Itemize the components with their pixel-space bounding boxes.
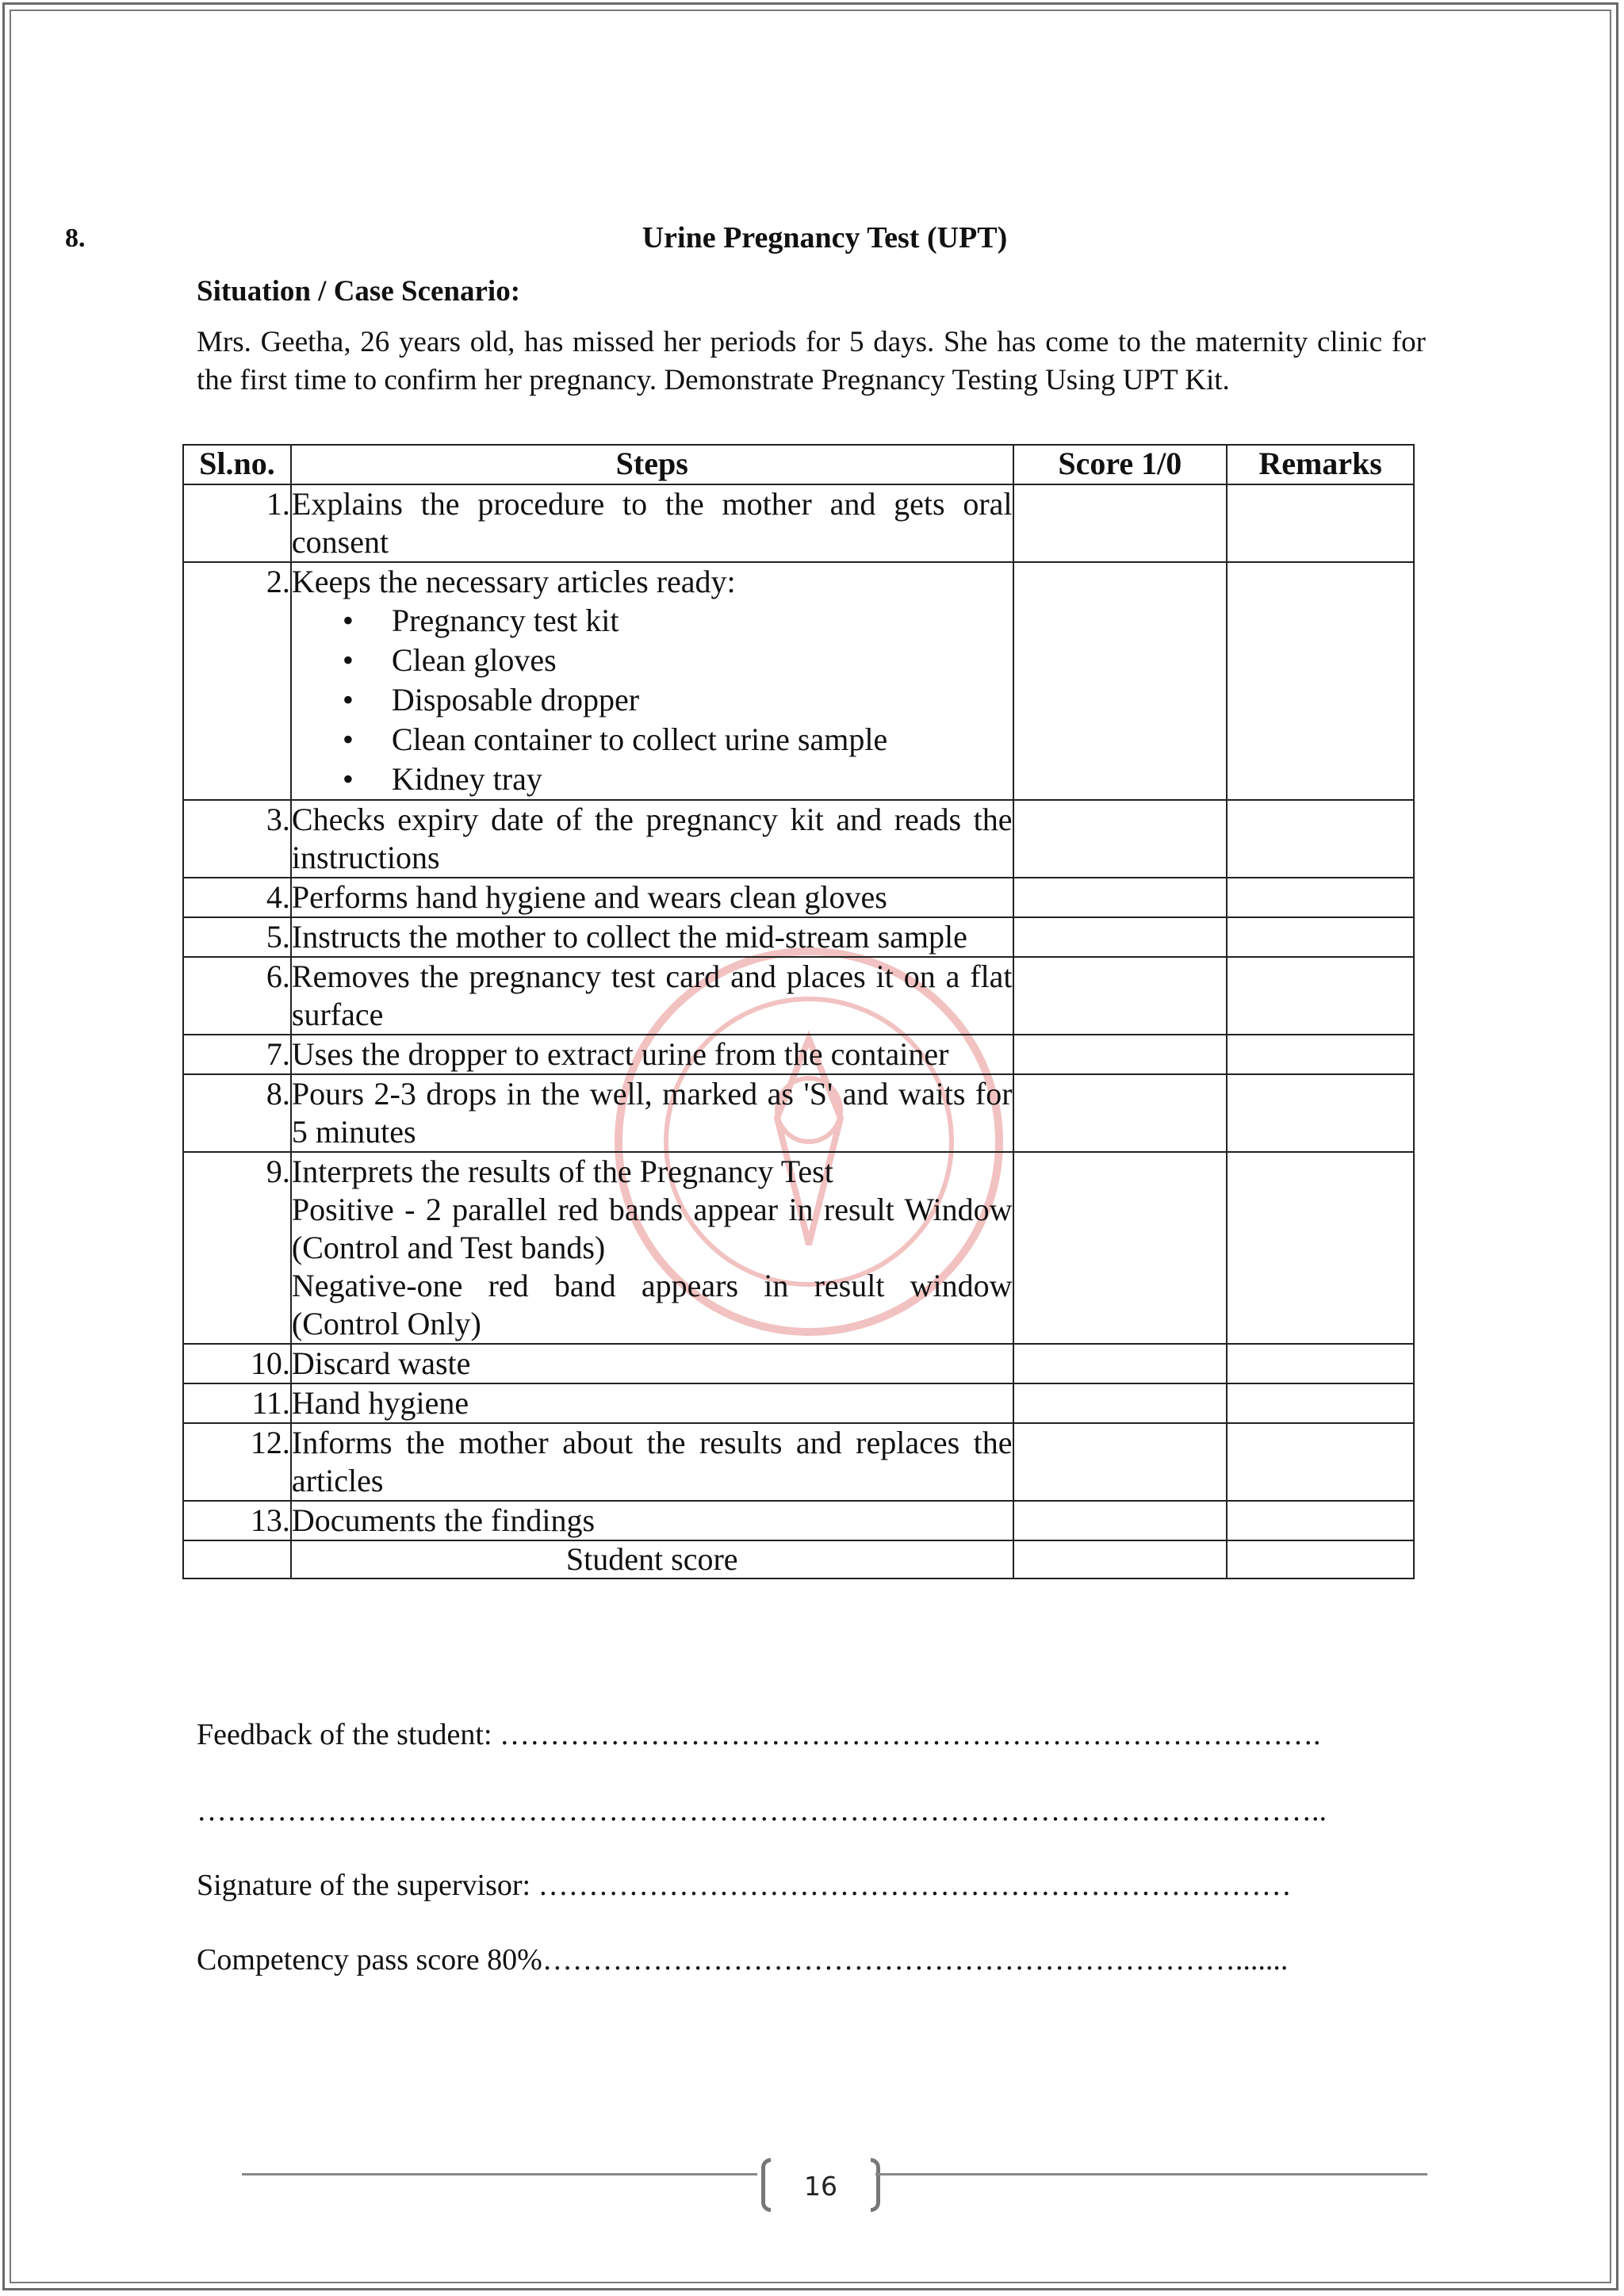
table-header-row	[183, 445, 1414, 484]
supervisor-signature-field[interactable]: Signature of the supervisor: …………………………………………………………………	[197, 1869, 1292, 1902]
remarks-cell[interactable]	[1227, 1035, 1414, 1074]
page-number-bracket-right	[871, 2158, 880, 2212]
score-cell[interactable]	[1013, 878, 1228, 917]
row-number: 6.	[183, 957, 291, 1035]
score-cell[interactable]	[1013, 562, 1228, 800]
remarks-cell[interactable]	[1227, 800, 1414, 878]
row-number: 2.	[183, 562, 291, 800]
list-item: • Disposable dropper	[292, 680, 1013, 720]
row-step: Checks expiry date of the pregnancy kit and reads the instructions	[291, 800, 1013, 878]
row-step: Documents the findings	[291, 1501, 1013, 1540]
table-row	[183, 484, 1414, 562]
row-number: 10.	[183, 1344, 291, 1383]
row-number: 3.	[183, 800, 291, 878]
remarks-cell[interactable]	[1227, 562, 1414, 800]
competency-checklist-table	[182, 444, 1415, 1579]
score-cell[interactable]	[1013, 484, 1228, 562]
row-step	[291, 562, 1013, 800]
table-row	[183, 1383, 1414, 1423]
table-row	[183, 1035, 1414, 1074]
section-number: 8.	[65, 224, 86, 253]
row-number: 13.	[183, 1501, 291, 1540]
remarks-cell[interactable]	[1227, 484, 1414, 562]
row-step: Instructs the mother to collect the mid-stream sample	[291, 917, 1013, 957]
remarks-cell[interactable]	[1227, 1423, 1414, 1501]
score-cell[interactable]	[1013, 1423, 1228, 1501]
row-number-empty	[183, 1540, 291, 1578]
result-negative-text: Negative-one red band appears in result window (Control Only)	[291, 1268, 1013, 1341]
header-remarks: Remarks	[1227, 445, 1414, 484]
feedback-field[interactable]: Feedback of the student: ……………………………………………………………………….	[197, 1718, 1321, 1751]
row-number: 9.	[183, 1152, 291, 1344]
scenario-heading: Situation / Case Scenario:	[197, 275, 521, 308]
score-cell[interactable]	[1013, 1035, 1228, 1074]
table-row	[183, 1501, 1414, 1540]
remarks-cell[interactable]	[1227, 1501, 1414, 1540]
score-cell[interactable]	[1013, 1344, 1228, 1383]
section-title: Urine Pregnancy Test (UPT)	[642, 221, 1008, 254]
footer-rule-left	[242, 2173, 757, 2175]
footer-rule-right	[875, 2173, 1427, 2175]
student-score-row	[183, 1540, 1414, 1578]
result-positive-text: Positive - 2 parallel red bands appear in result Window (Control and Test bands)	[291, 1192, 1013, 1265]
score-cell[interactable]	[1013, 1383, 1228, 1423]
table-row	[183, 878, 1414, 917]
score-cell[interactable]	[1013, 1501, 1228, 1540]
row-step: Uses the dropper to extract urine from the container	[291, 1035, 1013, 1074]
remarks-cell[interactable]	[1227, 1152, 1414, 1344]
table-row	[183, 917, 1414, 957]
table-row	[183, 800, 1414, 878]
row-step: Hand hygiene	[291, 1383, 1013, 1423]
scenario-text: Mrs. Geetha, 26 years old, has missed her periods for 5 days. She has come to the maternity clinic for the first time to confirm her pregnancy. Demonstrate Pregnancy Testing Using UPT Kit.	[197, 326, 1426, 396]
row-step-text: Keeps the necessary articles ready:	[291, 564, 736, 599]
row-step: Removes the pregnancy test card and places it on a flat surface	[291, 957, 1013, 1035]
table-row	[183, 957, 1414, 1035]
score-cell[interactable]	[1013, 1074, 1228, 1152]
row-number: 5.	[183, 917, 291, 957]
articles-list	[292, 601, 1013, 799]
pass-score-field: Competency pass score 80%…………………………………………………………….......	[197, 1943, 1289, 1976]
table-row	[183, 1074, 1414, 1152]
remarks-cell[interactable]	[1227, 1383, 1414, 1423]
row-step: Pours 2-3 drops in the well, marked as 'S' and waits for 5 minutes	[291, 1074, 1013, 1152]
row-number: 7.	[183, 1035, 291, 1074]
remarks-cell[interactable]	[1227, 917, 1414, 957]
header-score: Score 1/0	[1013, 445, 1228, 484]
total-score-cell[interactable]	[1013, 1540, 1228, 1578]
header-steps: Steps	[291, 445, 1013, 484]
table-row	[183, 1152, 1414, 1344]
row-step-text: Interprets the results of the Pregnancy Test	[291, 1154, 833, 1189]
table-row	[183, 562, 1414, 800]
row-number: 4.	[183, 878, 291, 917]
row-step: Informs the mother about the results and replaces the articles	[291, 1423, 1013, 1501]
row-number: 11.	[183, 1383, 291, 1423]
remarks-cell[interactable]	[1227, 1074, 1414, 1152]
score-cell[interactable]	[1013, 957, 1228, 1035]
table-row	[183, 1423, 1414, 1501]
row-step: Performs hand hygiene and wears clean gloves	[291, 878, 1013, 917]
list-item: • Pregnancy test kit	[292, 601, 1013, 641]
feedback-continuation-line[interactable]: …………………………………………………………………………………………………..	[197, 1794, 1327, 1827]
row-number: 12.	[183, 1423, 291, 1501]
row-step: Discard waste	[291, 1344, 1013, 1383]
score-cell[interactable]	[1013, 1152, 1228, 1344]
total-remarks-cell[interactable]	[1227, 1540, 1414, 1578]
list-item: • Kidney tray	[292, 760, 1013, 799]
row-number: 8.	[183, 1074, 291, 1152]
header-slno: Sl.no.	[183, 445, 291, 484]
row-step	[291, 1152, 1013, 1344]
row-step: Explains the procedure to the mother and gets oral consent	[291, 484, 1013, 562]
page-number-bracket-left	[761, 2158, 771, 2212]
row-number: 1.	[183, 484, 291, 562]
score-cell[interactable]	[1013, 800, 1228, 878]
list-item: • Clean gloves	[292, 641, 1013, 680]
list-item: • Clean container to collect urine sample	[292, 720, 1013, 760]
remarks-cell[interactable]	[1227, 957, 1414, 1035]
table-row	[183, 1344, 1414, 1383]
student-score-label: Student score	[291, 1540, 1013, 1578]
remarks-cell[interactable]	[1227, 1344, 1414, 1383]
page-number: 16	[804, 2171, 837, 2202]
remarks-cell[interactable]	[1227, 878, 1414, 917]
score-cell[interactable]	[1013, 917, 1228, 957]
